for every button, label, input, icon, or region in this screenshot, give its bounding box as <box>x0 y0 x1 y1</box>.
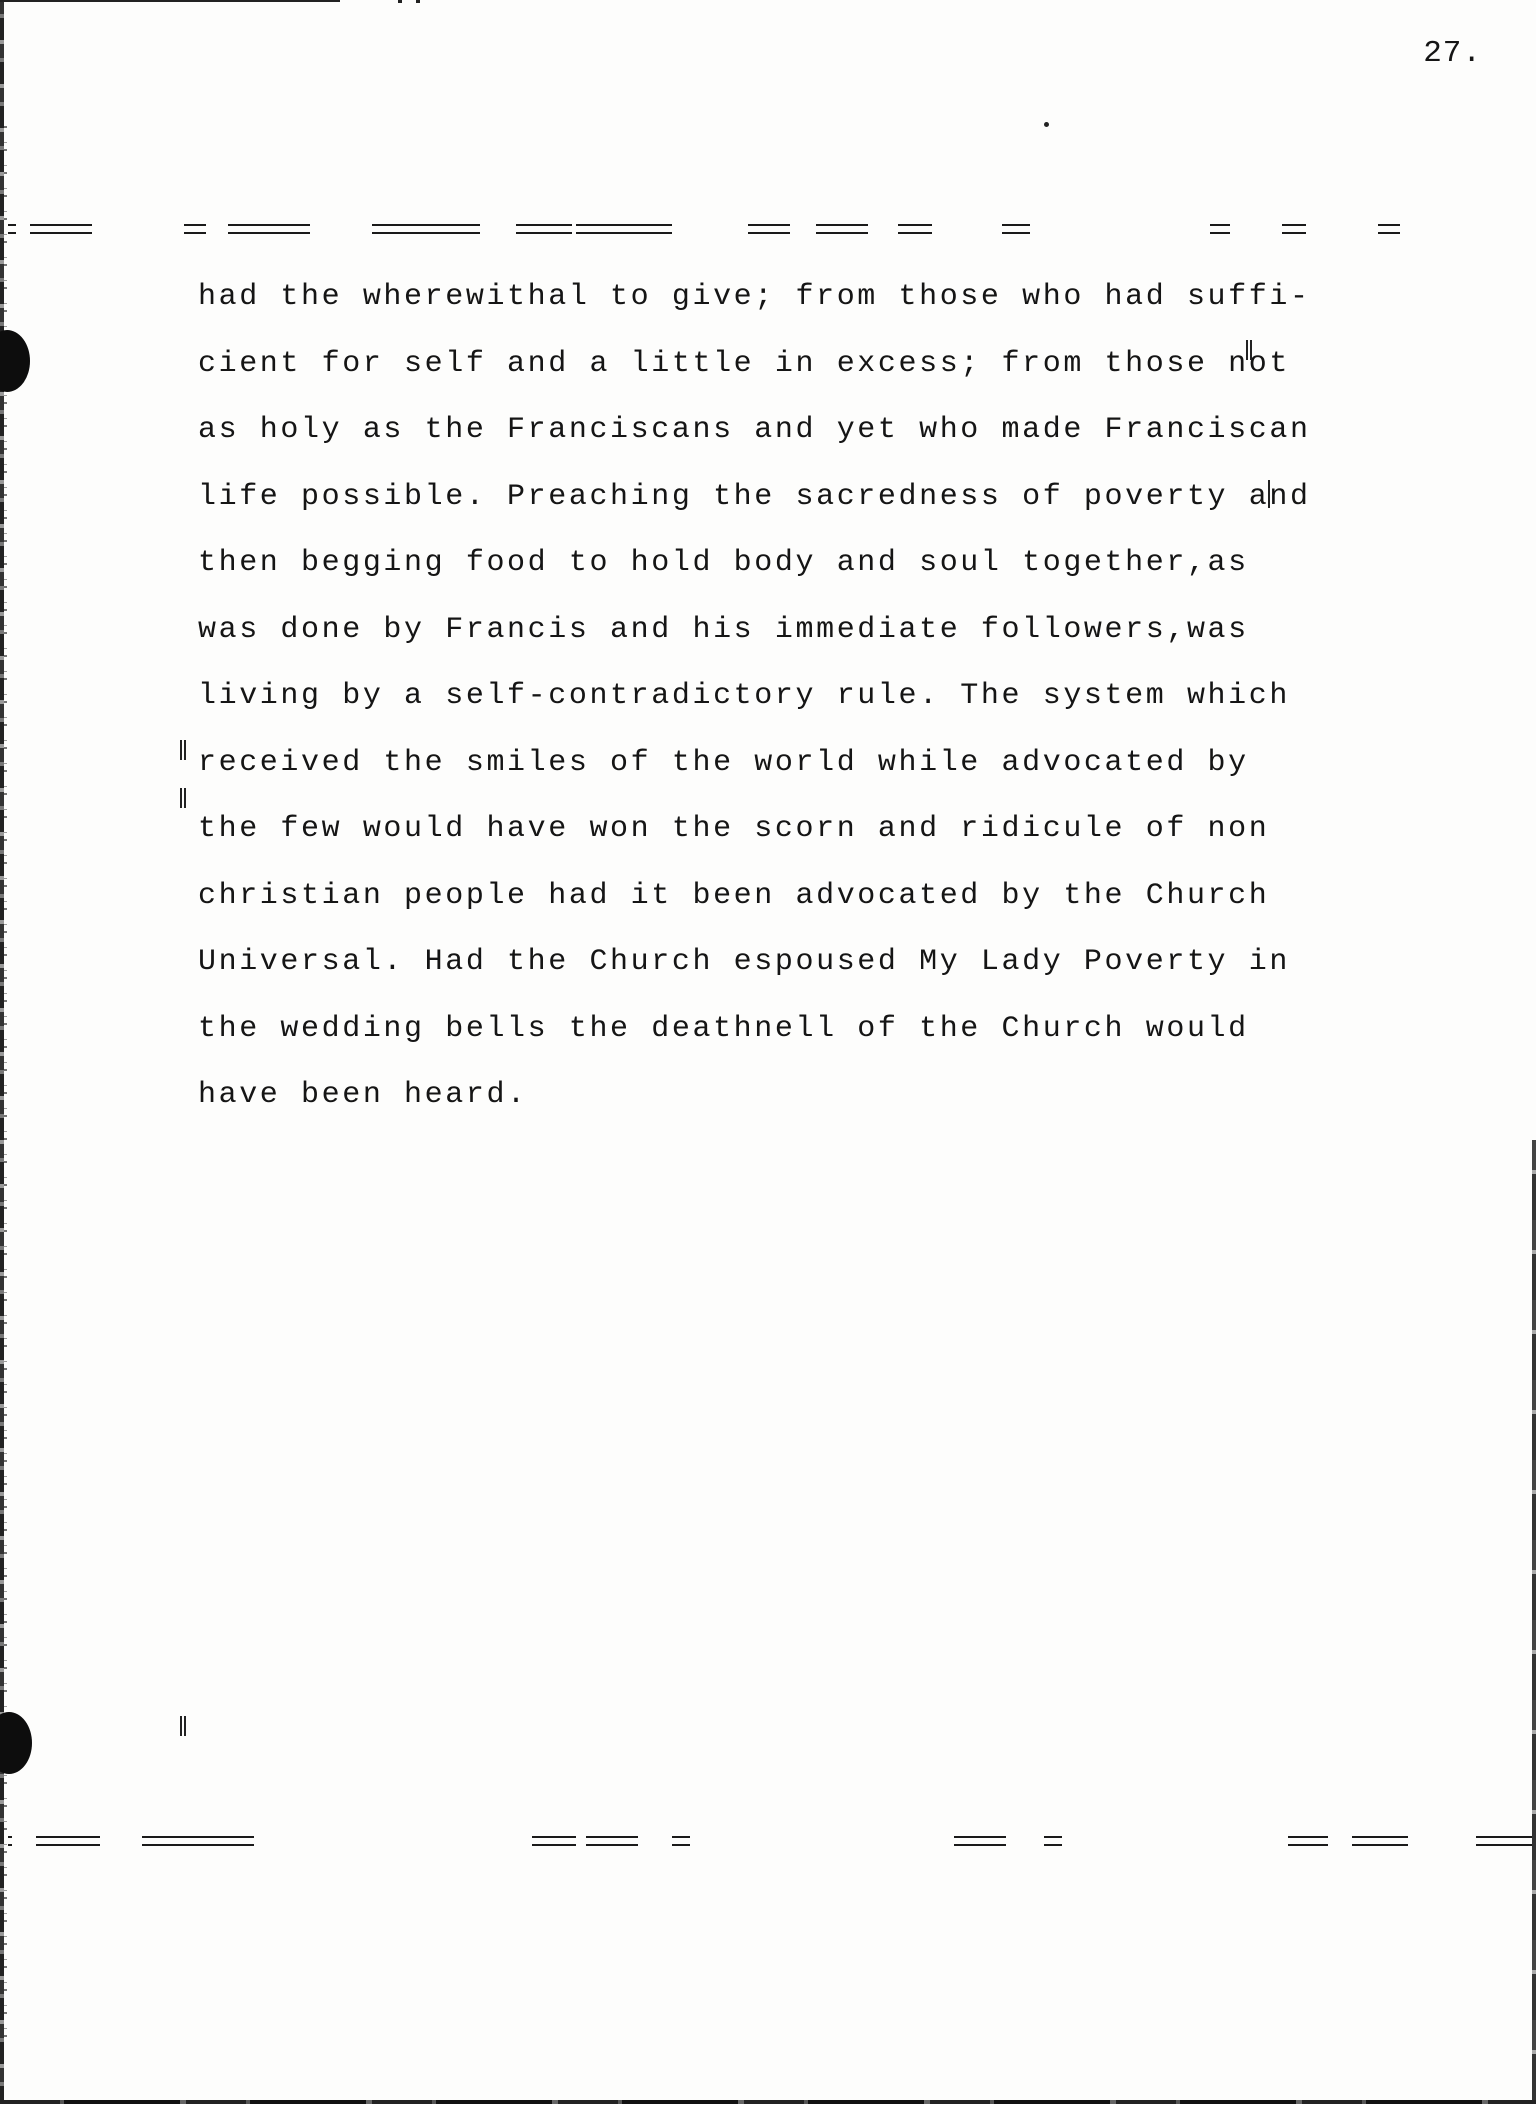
scan-edge-top <box>0 0 340 2</box>
punch-hole-bottom <box>0 1712 32 1774</box>
bottom-dashed-rule <box>0 1836 1536 1850</box>
scan-edge-bottom <box>0 2100 1536 2104</box>
margin-tick-mark <box>180 1716 186 1736</box>
text-line: received the smiles of the world while advocated by <box>198 745 1249 780</box>
text-line: then begging food to hold body and soul together,as <box>198 546 1249 580</box>
scan-edge-right <box>1532 1140 1536 2100</box>
text-line: had the wherewithal to give; from those who had suffi- <box>198 280 1311 314</box>
top-dashed-rule <box>0 224 1536 238</box>
text-line: christian people had it been advocated by the Church <box>198 878 1270 913</box>
text-line: as holy as the Franciscans and yet who made Franciscan <box>198 413 1311 447</box>
text-line: cient for self and a little in excess; from those not <box>198 346 1290 381</box>
text-line: living by a self-contradictory rule. The system which <box>198 679 1290 713</box>
margin-tick-mark <box>1268 480 1271 508</box>
margin-tick-mark <box>180 740 186 760</box>
scan-edge-top-mark <box>398 0 420 3</box>
text-line: Universal. Had the Church espoused My Lady Poverty in <box>198 945 1290 979</box>
stray-ink-dot <box>1044 122 1049 127</box>
text-line: have been heard. <box>198 1078 528 1112</box>
typed-paragraph <box>198 264 1318 1129</box>
text-line: the few would have won the scorn and ridicule of non <box>198 812 1270 846</box>
punch-hole-top <box>0 330 30 392</box>
text-line: life possible. Preaching the sacredness of poverty and <box>198 479 1311 514</box>
page-number: 27. <box>1423 36 1482 71</box>
margin-tick-mark <box>180 788 186 808</box>
text-line: was done by Francis and his immediate followers,was <box>198 612 1249 647</box>
text-line: the wedding bells the deathnell of the Church would <box>198 1011 1249 1046</box>
margin-tick-mark <box>1246 340 1252 360</box>
